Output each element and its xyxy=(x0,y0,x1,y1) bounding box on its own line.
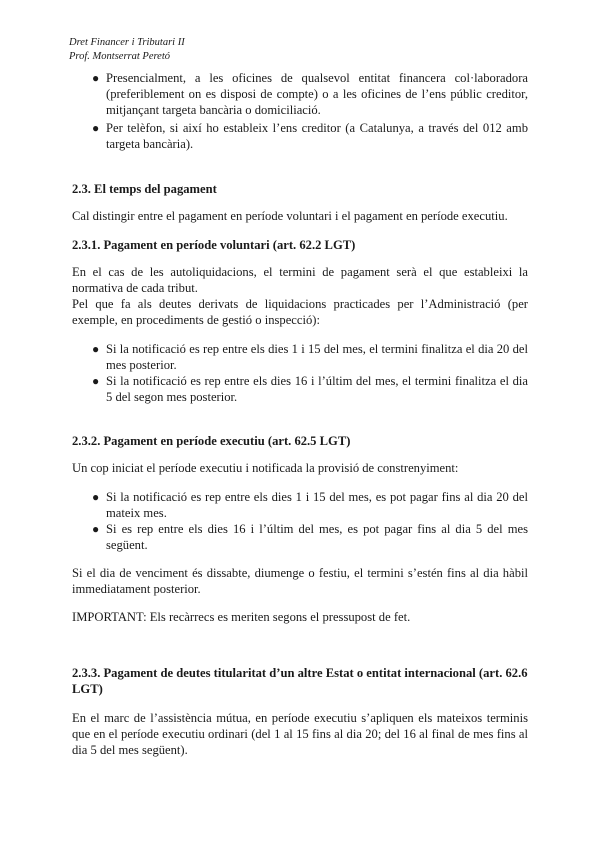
list-item-text: Si la notificació es rep entre els dies 1 i 15 del mes, el termini finalitza el dia 20 del mes posterior. xyxy=(106,342,528,372)
section-2-3-2-intro: Un cop iniciat el període executiu i notificada la provisió de constrenyiment: xyxy=(72,461,459,475)
holiday-note: Si el dia de venciment és dissabte, diumenge o festiu, el termini s’estén fins al dia hàbil immediatament posterior. xyxy=(72,566,528,596)
list-item xyxy=(92,120,528,152)
header-course: Dret Financer i Tributari II xyxy=(69,37,185,48)
section-2-3-3-para: En el marc de l’assistència mútua, en període executiu s’apliquen els mateixos terminis que en el període executiu ordinari (del 1 al 15 fins al dia 20; del 16 al final de mes fins al dia 5 del mes següent). xyxy=(72,711,528,757)
bullet-icon: ● xyxy=(92,490,100,504)
list-item xyxy=(92,489,528,521)
list-item xyxy=(92,341,528,373)
important-note: IMPORTANT: Els recàrrecs es meriten segons el pressupost de fet. xyxy=(72,610,411,624)
section-heading-2-3: 2.3. El temps del pagament xyxy=(72,182,217,196)
header-professor: Prof. Montserrat Peretó xyxy=(69,51,171,62)
section-heading-2-3-2: 2.3.2. Pagament en període executiu (art. 62.5 LGT) xyxy=(72,434,351,448)
list-item-text: Si es rep entre els dies 16 i l’últim del mes, es pot pagar fins al dia 5 del mes següent. xyxy=(106,522,528,552)
section-2-3-intro: Cal distingir entre el pagament en període voluntari i el pagament en període executiu. xyxy=(72,209,508,223)
list-item-text: Presencialment, a les oficines de qualsevol entitat financera col·laboradora (preferiblement on es disposi de compte) o a les oficines de l’ens públic creditor, mitjançant targeta bancària o domiciliació. xyxy=(106,71,528,117)
section-2-3-1-para2: Pel que fa als deutes derivats de liquidacions practicades per l’Administració (per exemple, en procediments de gestió o inspecció): xyxy=(72,297,528,327)
bullet-icon: ● xyxy=(92,71,100,85)
list-item xyxy=(92,70,528,118)
bullet-icon: ● xyxy=(92,522,100,536)
list-item xyxy=(92,373,528,405)
section-heading-2-3-1: 2.3.1. Pagament en període voluntari (art. 62.2 LGT) xyxy=(72,238,356,252)
bullet-icon: ● xyxy=(92,374,100,388)
bullet-icon: ● xyxy=(92,121,100,135)
list-item xyxy=(92,521,528,553)
bullet-icon: ● xyxy=(92,342,100,356)
section-heading-2-3-3: 2.3.3. Pagament de deutes titularitat d’un altre Estat o entitat internacional (art. 62.6 LGT) xyxy=(72,666,528,696)
section-2-3-1-para1: En el cas de les autoliquidacions, el termini de pagament serà el que estableixi la normativa de cada tribut. xyxy=(72,265,528,295)
list-item-text: Si la notificació es rep entre els dies 1 i 15 del mes, es pot pagar fins al dia 20 del mateix mes. xyxy=(106,490,528,520)
list-item-text: Si la notificació es rep entre els dies 16 i l’últim del mes, el termini finalitza el dia 5 del segon mes posterior. xyxy=(106,374,528,404)
list-item-text: Per telèfon, si així ho estableix l’ens creditor (a Catalunya, a través del 012 amb targeta bancària). xyxy=(106,121,528,151)
